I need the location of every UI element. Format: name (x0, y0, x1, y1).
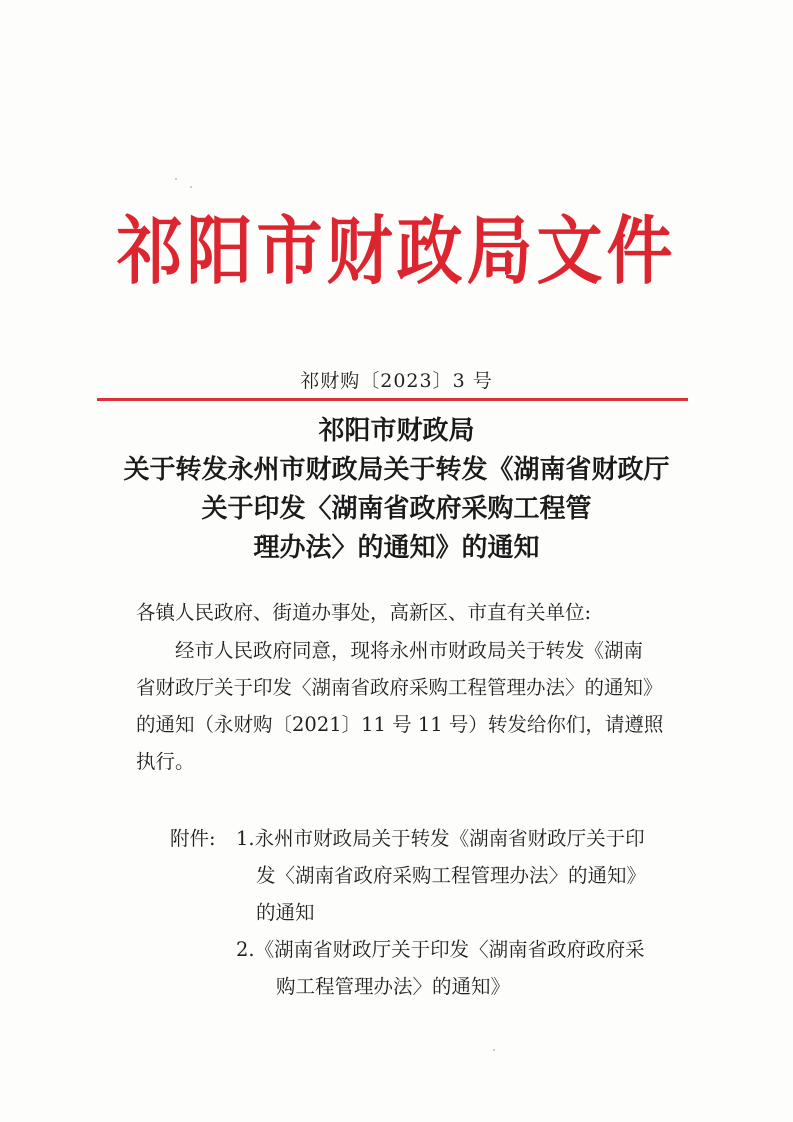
document-header-title: 祁阳市财政局文件 (116, 207, 677, 295)
paragraph-line: 执行。 (136, 750, 195, 773)
paragraph-line: 经市人民政府同意，现将永州市财政局关于转发《湖南 (175, 639, 644, 662)
attachment-line: 购工程管理办法〉的通知》 (276, 975, 511, 998)
paragraph-line: 的通知（永财购〔2021〕11 号 11 号）转发给你们，请遵照 (136, 713, 664, 736)
addressee: 各镇人民政府、街道办事处，高新区、市直有关单位: (136, 601, 592, 624)
title-line: 关于转发永州市财政局关于转发《湖南省财政厅 (123, 455, 670, 485)
attachment-line: 的通知 (256, 901, 315, 924)
paragraph-line: 省财政厅关于印发〈湖南省政府采购工程管理办法〉的通知》 (136, 676, 663, 699)
attachment-line: 1.永州市财政局关于转发《湖南省财政厅关于印 (236, 827, 645, 850)
scan-speck (175, 178, 177, 180)
red-divider-line (97, 398, 688, 401)
attachment-item-1 (236, 820, 646, 931)
document-title (0, 412, 793, 568)
scan-speck (190, 186, 192, 188)
attachments-label: 附件: (170, 827, 216, 850)
attachment-line: 发〈湖南省政府采购工程管理办法〉的通知》 (256, 864, 647, 887)
attachment-line: 2.《湖南省财政厅关于印发〈湖南省政府政府采 (236, 938, 645, 961)
document-number: 祁财购〔2023〕3 号 (300, 370, 493, 392)
attachment-item-2 (236, 931, 645, 1005)
body-paragraph (136, 632, 696, 780)
title-line: 理办法〉的通知》的通知 (253, 533, 540, 563)
title-line: 祁阳市财政局 (318, 416, 475, 446)
title-line: 关于印发〈湖南省政府采购工程管 (201, 494, 592, 524)
scan-speck (493, 1049, 495, 1051)
